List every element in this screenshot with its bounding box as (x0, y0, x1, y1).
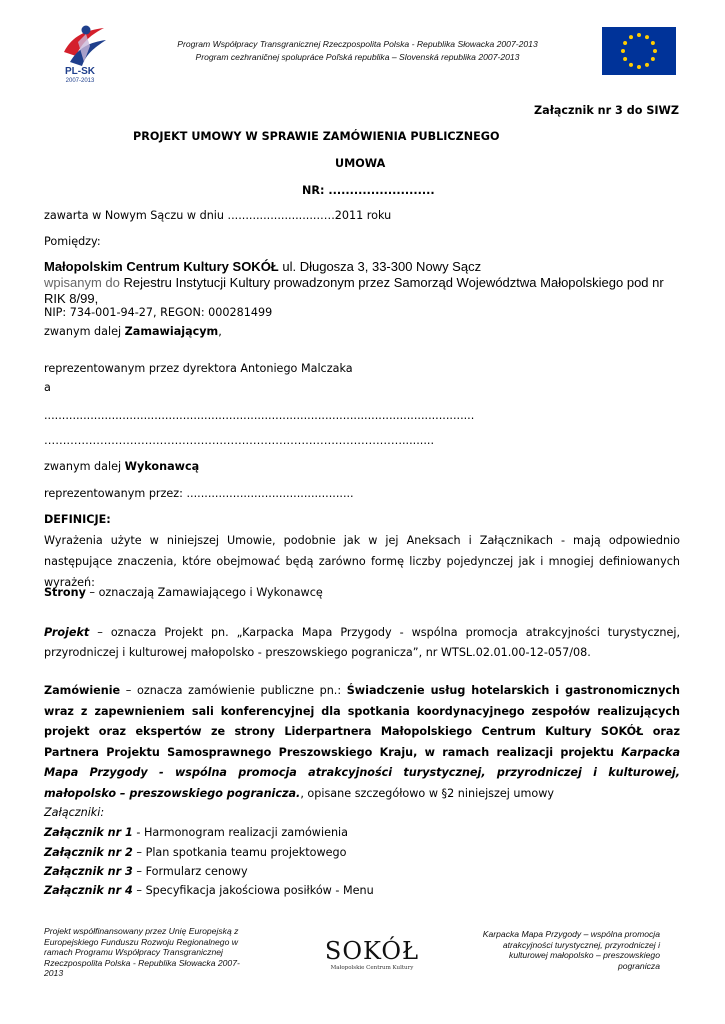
party1-called-suffix: , (218, 325, 222, 338)
sokol-logo (322, 938, 422, 978)
attachment-item-3 (44, 865, 248, 878)
attachment-text: Plan spotkania teamu projektowego (145, 846, 347, 859)
document-subtitle: UMOWA (335, 157, 386, 170)
sokol-logo-subtitle: Małopolskie Centrum Kultury (330, 965, 414, 971)
annex-label: Załącznik nr 3 do SIWZ (534, 104, 679, 117)
party1-called (44, 325, 222, 338)
definition-zamowienie (44, 681, 680, 805)
attachment-label: Załącznik nr 1 (44, 826, 133, 839)
party2-called-prefix: zwanym dalej (44, 460, 125, 473)
zamowienie-intro: – oznacza zamówienie publiczne pn.: (120, 684, 347, 697)
strony-term: Strony (44, 586, 86, 599)
footer-cofinancing-note: Projekt współfinansowany przez Unię Europejską z Europejskiego Funduszu Rozwoju Regionalnego w ramach Programu Współpracy Transgranicznej Rzeczpospolita Polska - Republika Słowacka 2007-2013 (44, 926, 240, 979)
zamowienie-end: , opisane szczegółowo w §2 niniejszej umowy (300, 786, 555, 800)
party1-name: Małopolskim Centrum Kultury SOKÓŁ (44, 259, 279, 274)
eu-flag (602, 27, 676, 75)
sokol-logo-text: SOKÓŁ (324, 937, 420, 965)
party1-name-line (44, 259, 481, 274)
party1-called-prefix: zwanym dalej (44, 325, 125, 338)
party1-registered-text: Rejestru Instytucji Kultury prowadzonym przez Samorząd Województwa Małopolskiego pod nr RIK 8/99, (44, 275, 664, 306)
party1-address: ul. Długosza 3, 33-300 Nowy Sącz (278, 259, 482, 274)
header-program-line-2: Program cezhraničnej spolupráce Poľská republika – Slovenská republika 2007-2013 (195, 52, 520, 62)
header-program-line-1: Program Współpracy Transgranicznej Rzeczpospolita Polska - Republika Słowacka 2007-2013 (177, 39, 538, 49)
projekt-term: Projekt (44, 626, 90, 639)
zamowienie-title: Świadczenie usług hotelarskich i gastronomicznych wraz z zapewnieniem sali konferencyjnej dla spotkania koordynacyjnego zespołów realizujących projekt oraz ekspertów ze strony Liderpartnera Małopolskiego Centrum Kultury SOKÓŁ oraz Partnera Projektu Samosprawnego Preszowskiego Kraju, w ramach realizacji projektu (44, 684, 680, 759)
projekt-definition: – oznacza Projekt pn. „Karpacka Mapa Przygody - wspólna promocja atrakcyjności turystycznej, przyrodniczej i kulturowej małopolsko - preszowskiego pogranicza”, nr WTSL.02.01.00-12-057/08. (44, 626, 680, 659)
represented-by: reprezentowanym przez dyrektora Antoniego Malczaka (44, 362, 353, 375)
eu-stars-icon (602, 27, 676, 75)
definition-projekt (44, 623, 680, 663)
attachments-heading: Załączniki: (44, 806, 105, 819)
attachment-label: Załącznik nr 4 (44, 884, 133, 897)
contractor-dots-line-2: ……………………………………………………………………………………......... (44, 434, 435, 447)
party2-called (44, 460, 199, 473)
attachment-separator: – (132, 865, 146, 878)
and-label: a (44, 381, 51, 394)
attachment-item-1 (44, 826, 348, 839)
pl-sk-logo-years: 2007-2013 (65, 78, 95, 84)
attachment-item-2 (44, 846, 347, 859)
attachment-label: Załącznik nr 3 (44, 865, 133, 878)
pl-sk-logo (56, 22, 112, 92)
footer-project-note: Karpacka Mapa Przygody – wspólna promocja atrakcyjności turystycznej, przyrodniczej i kulturowej małopolsko – preszowskiego pogranicza (482, 929, 660, 971)
contractor-dots-line-1: ......................................................................................................................... (44, 409, 475, 422)
attachment-item-4 (44, 884, 374, 897)
party2-represented: reprezentowanym przez: ............................................... (44, 487, 354, 500)
pl-sk-emblem-icon (56, 22, 112, 70)
zamowienie-project-name: Karpacka Mapa Przygody - wspólna promocja atrakcyjności turystycznej, przyrodniczej i kulturowej, małopolsko – preszowskiego pogranicza. (44, 745, 680, 800)
attachment-separator: – (132, 846, 146, 859)
strony-definition: – oznaczają Zamawiającego i Wykonawcę (85, 586, 323, 599)
party1-nip: NIP: 734-001-94-27, REGON: 000281499 (44, 306, 273, 319)
definition-strony (44, 586, 323, 599)
between-label: Pomiędzy: (44, 235, 101, 248)
party1-registration (44, 275, 684, 307)
pl-sk-logo-text: PL-SK (65, 66, 95, 77)
party1-called-name: Zamawiającym (124, 325, 219, 338)
attachment-text: Harmonogram realizacji zamówienia (144, 826, 349, 839)
attachment-separator: - (132, 826, 145, 839)
attachment-text: Specyfikacja jakościowa posiłków - Menu (145, 884, 374, 897)
party1-registered-prefix: wpisanym do (44, 275, 124, 290)
concluded-line: zawarta w Nowym Sączu w dniu ..........................….2011 roku (44, 209, 392, 222)
zamowienie-term: Zamówienie (44, 684, 121, 697)
definitions-intro: Wyrażenia użyte w niniejszej Umowie, podobnie jak w jej Aneksach i Załącznikach - mają odpowiednio następujące znaczenia, które obejmować będą zarówno formę liczby pojedynczej jak i mnogiej definiowanych wyrażeń: (44, 534, 680, 589)
attachment-text: Formularz cenowy (145, 865, 248, 878)
party2-called-name: Wykonawcą (124, 460, 200, 473)
attachment-label: Załącznik nr 2 (44, 846, 133, 859)
definitions-heading: DEFINICJE: (44, 513, 111, 526)
document-title: PROJEKT UMOWY W SPRAWIE ZAMÓWIENIA PUBLICZNEGO (133, 130, 500, 143)
contract-number: NR: ......................... (302, 184, 435, 197)
attachment-separator: – (132, 884, 146, 897)
